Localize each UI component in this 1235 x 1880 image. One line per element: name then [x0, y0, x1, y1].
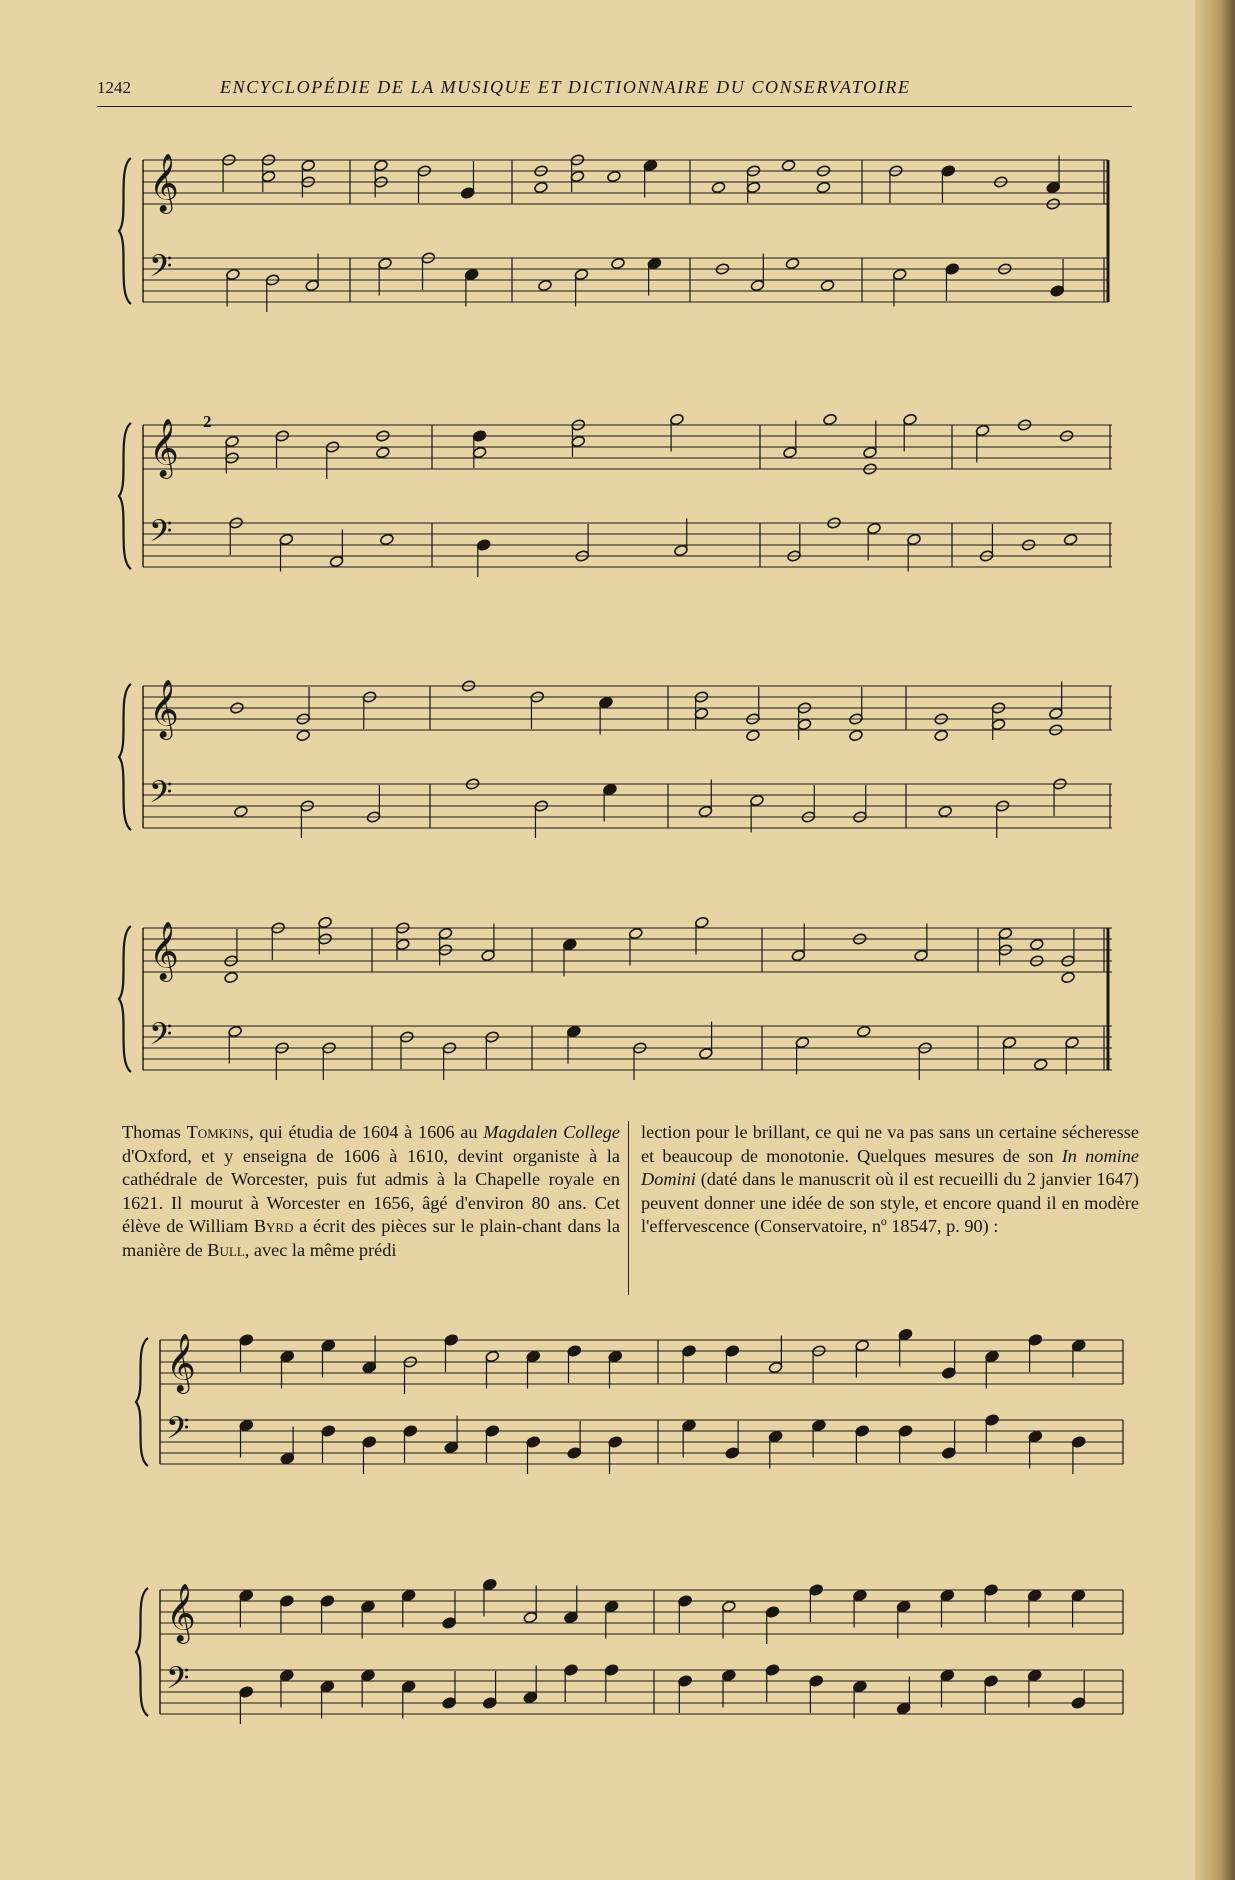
note-head: [239, 1686, 254, 1699]
note-head: [485, 1350, 500, 1363]
note-head: [361, 1600, 376, 1613]
note-head: [1002, 1036, 1017, 1049]
bass-clef: 𝄢: [149, 513, 173, 557]
note-head: [1027, 1589, 1042, 1602]
brace: [119, 423, 131, 569]
note-head: [1028, 1430, 1043, 1443]
note-head: [941, 1447, 956, 1460]
treble-clef: 𝄞: [149, 417, 179, 477]
note-head: [564, 1611, 579, 1624]
note-head: [279, 533, 294, 546]
note-head: [526, 1350, 541, 1363]
college-name: Magdalen College: [483, 1122, 620, 1142]
note-head: [301, 159, 316, 172]
name-bull: Bull: [207, 1239, 245, 1260]
note-head: [485, 1425, 500, 1438]
note-head: [305, 279, 320, 292]
brace: [119, 158, 131, 304]
note-head: [781, 159, 796, 172]
note-head: [816, 181, 831, 194]
note-head: [823, 413, 838, 426]
note-head: [562, 938, 577, 951]
running-header: [97, 74, 1132, 107]
note-head: [228, 1025, 243, 1038]
score-system-6: [0, 1570, 1235, 1750]
note-head: [374, 159, 389, 172]
note-head: [1050, 285, 1065, 298]
score-system-3: [0, 668, 1235, 868]
note-head: [1028, 1334, 1043, 1347]
note-head: [934, 729, 949, 742]
note-head: [998, 927, 1013, 940]
note-head: [984, 1584, 999, 1597]
note-head: [321, 1425, 336, 1438]
note-head: [280, 1452, 295, 1465]
treble-clef: 𝄞: [149, 678, 179, 738]
note-head: [1027, 1669, 1042, 1682]
note-head: [647, 257, 662, 270]
note-head: [795, 1036, 810, 1049]
note-head: [523, 1691, 538, 1704]
name-tomkins: Tomkins: [186, 1122, 250, 1142]
note-head: [694, 916, 709, 929]
note-head: [721, 1669, 736, 1682]
treble-clef: 𝄞: [166, 1332, 196, 1392]
note-head: [1029, 938, 1044, 951]
note-head: [476, 539, 491, 552]
brace: [119, 684, 131, 830]
name-byrd: Byrd: [253, 1216, 294, 1237]
bass-clef: 𝄢: [149, 1016, 173, 1060]
note-head: [628, 927, 643, 940]
note-head: [1049, 707, 1064, 720]
score-system-5: [0, 1320, 1235, 1500]
note-head: [460, 187, 475, 200]
note-head: [678, 1675, 693, 1688]
note-head: [820, 279, 835, 292]
bass-clef: 𝄢: [166, 1410, 190, 1454]
note-head: [855, 1425, 870, 1438]
note-head: [239, 1419, 254, 1432]
note-head: [856, 1025, 871, 1038]
note-head: [526, 1436, 541, 1449]
note-head: [226, 268, 241, 281]
note-head: [768, 1430, 783, 1443]
note-head: [940, 1589, 955, 1602]
note-head: [464, 268, 479, 281]
note-head: [941, 1367, 956, 1380]
note-head: [438, 927, 453, 940]
note-head: [361, 1669, 376, 1682]
note-head: [482, 1697, 497, 1710]
note-head: [853, 1589, 868, 1602]
note-head: [985, 1414, 1000, 1427]
note-head: [574, 268, 589, 281]
column-divider: [628, 1121, 629, 1295]
note-head: [643, 159, 658, 172]
note-head: [711, 181, 726, 194]
note-head: [797, 718, 812, 731]
system-2-label: 2: [203, 412, 212, 431]
score-system-4: [0, 900, 1235, 1120]
page-number: 1242: [97, 78, 131, 97]
note-head: [1033, 1058, 1048, 1071]
note-head: [224, 971, 239, 984]
note-head: [608, 1350, 623, 1363]
note-head: [945, 263, 960, 276]
note-head: [907, 533, 922, 546]
note-head: [482, 1578, 497, 1591]
note-head: [604, 1664, 619, 1677]
note-head: [785, 257, 800, 270]
note-head: [746, 729, 761, 742]
note-head: [984, 1675, 999, 1688]
note-head: [896, 1600, 911, 1613]
note-head: [698, 805, 713, 818]
note-head: [378, 257, 393, 270]
note-head: [604, 1600, 619, 1613]
work-title: In nomine Domini: [641, 1145, 1139, 1190]
note-head: [991, 718, 1006, 731]
note-head: [896, 1702, 911, 1715]
note-head: [721, 1600, 736, 1613]
note-head: [566, 1025, 581, 1038]
note-head: [1063, 533, 1078, 546]
treble-clef: 𝄞: [166, 1582, 196, 1642]
note-head: [403, 1425, 418, 1438]
note-head: [564, 1664, 579, 1677]
note-head: [765, 1664, 780, 1677]
note-head: [567, 1345, 582, 1358]
note-head: [812, 1419, 827, 1432]
note-head: [611, 257, 626, 270]
note-head: [863, 446, 878, 459]
note-head: [898, 1328, 913, 1341]
note-head: [682, 1345, 697, 1358]
note-head: [898, 1425, 913, 1438]
treble-clef: 𝄞: [149, 152, 179, 212]
note-head: [938, 805, 953, 818]
note-head: [320, 1680, 335, 1693]
note-head: [279, 1595, 294, 1608]
brace: [119, 926, 131, 1072]
note-head: [867, 522, 882, 535]
note-head: [375, 446, 390, 459]
note-head: [750, 794, 765, 807]
note-head: [670, 413, 685, 426]
note-head: [481, 949, 496, 962]
note-head: [534, 181, 549, 194]
article-column-right: lection pour le brillant, ce qui ne va pas sans un certaine sécheresse et beaucoup de monotonie. Quelques mesures de son In nomine Domini (daté dans le manuscrit où il est recueilli du 2 janvier 1647) peuvent donner une idée de son style, et encore quand il en modère l'effervescence (Conservatoire, nº 18547, p. 90) :: [641, 1122, 1139, 1237]
treble-clef: 𝄞: [149, 920, 179, 980]
note-head: [599, 696, 614, 709]
note-head: [892, 268, 907, 281]
note-head: [853, 1680, 868, 1693]
note-head: [608, 1436, 623, 1449]
note-head: [234, 805, 249, 818]
note-head: [362, 1436, 377, 1449]
note-head: [571, 435, 586, 448]
note-head: [239, 1589, 254, 1602]
note-head: [678, 1595, 693, 1608]
note-head: [682, 1419, 697, 1432]
note-head: [279, 1669, 294, 1682]
note-head: [809, 1675, 824, 1688]
note-head: [225, 435, 240, 448]
note-head: [401, 1589, 416, 1602]
note-head: [523, 1611, 538, 1624]
brace: [136, 1338, 148, 1466]
note-head: [444, 1334, 459, 1347]
note-head: [1071, 1339, 1086, 1352]
note-head: [941, 165, 956, 178]
bass-clef: 𝄢: [166, 1660, 190, 1704]
note-head: [855, 1339, 870, 1352]
note-head: [746, 181, 761, 194]
note-head: [725, 1345, 740, 1358]
note-head: [444, 1441, 459, 1454]
note-head: [379, 533, 394, 546]
note-head: [791, 949, 806, 962]
note-head: [261, 170, 276, 183]
note-head: [975, 424, 990, 437]
note-head: [940, 1669, 955, 1682]
note-head: [698, 1047, 713, 1060]
score-system-2: [0, 405, 1235, 605]
note-head: [538, 279, 553, 292]
note-head: [914, 949, 929, 962]
note-head: [321, 1339, 336, 1352]
note-head: [1065, 1036, 1080, 1049]
note-head: [809, 1584, 824, 1597]
note-head: [570, 170, 585, 183]
note-head: [296, 729, 311, 742]
article-column-left: Thomas Tomkins, qui étudia de 1604 à 1606 au Magdalen College d'Oxford, et y enseigna de 1606 à 1610, devint organiste à la cathédrale de Worcester, puis fut admis à la Chapelle royale en 1621. Il mourut à Worcester en 1656, âgé d'environ 80 ans. Cet élève de William Byrd a écrit des pièces sur le plain-chant dans la manière de Bull, avec la même prédi: [122, 1122, 620, 1260]
score-system-1: [0, 140, 1235, 340]
running-title: ENCYCLOPÉDIE DE LA MUSIQUE ET DICTIONNAIRE DU CONSERVATOIRE: [220, 77, 911, 97]
note-head: [567, 1447, 582, 1460]
note-head: [694, 707, 709, 720]
note-head: [607, 170, 622, 183]
note-head: [472, 430, 487, 443]
note-head: [725, 1447, 740, 1460]
note-head: [362, 1361, 377, 1374]
brace: [136, 1588, 148, 1716]
note-head: [442, 1697, 457, 1710]
note-head: [903, 413, 918, 426]
bass-clef: 𝄢: [149, 774, 173, 818]
note-head: [985, 1350, 1000, 1363]
note-head: [280, 1350, 295, 1363]
note-head: [472, 446, 487, 459]
note-head: [318, 916, 333, 929]
note-head: [320, 1595, 335, 1608]
note-head: [783, 446, 798, 459]
note-head: [239, 1334, 254, 1347]
note-head: [1061, 971, 1076, 984]
note-head: [849, 729, 864, 742]
bass-clef: 𝄢: [149, 248, 173, 292]
note-head: [750, 279, 765, 292]
note-head: [765, 1606, 780, 1619]
note-head: [674, 544, 689, 557]
note-head: [1046, 181, 1061, 194]
note-head: [768, 1361, 783, 1374]
note-head: [442, 1617, 457, 1630]
note-head: [1071, 1436, 1086, 1449]
note-head: [395, 938, 410, 951]
note-head: [401, 1680, 416, 1693]
note-head: [603, 783, 618, 796]
note-head: [1071, 1589, 1086, 1602]
note-head: [329, 555, 344, 568]
note-head: [1071, 1697, 1086, 1710]
